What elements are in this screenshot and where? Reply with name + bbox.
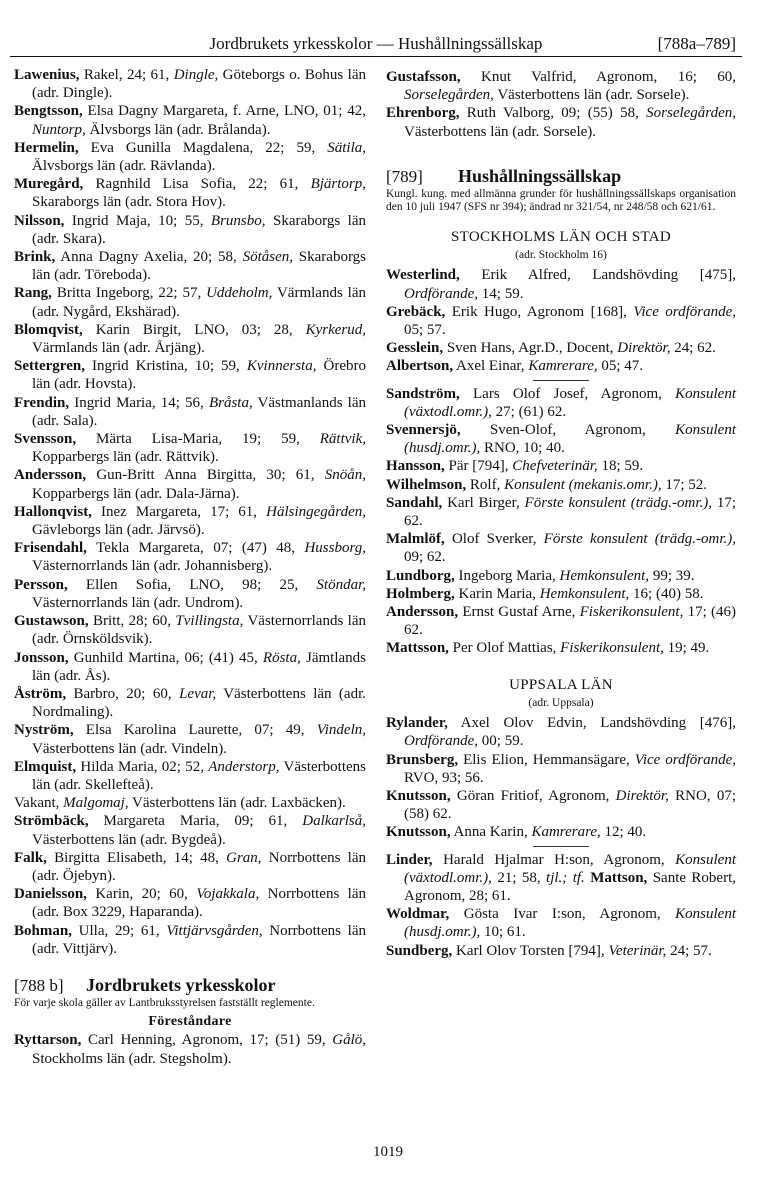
county-address: (adr. Stockholm 16) <box>515 249 607 262</box>
list-item: Vakant, Malgomaj, Västerbottens län (adr. Laxbäcken). <box>14 795 346 812</box>
divider <box>533 380 589 381</box>
list-item: Brunsberg, Elis Elion, Hemmansägare, Vice ordförande, RVO, 93; 56. <box>386 751 737 786</box>
section-number: [788 b] <box>14 975 64 995</box>
list-item: Hermelin, Eva Gunilla Magdalena, 22; 59, Sätila, Älvsborgs län (adr. Rävlanda). <box>14 139 366 175</box>
list-item: Gustafsson, Knut Valfrid, Agronom, 16; 60, Sorselegården, Västerbottens län (adr. Sorsele). <box>386 69 736 104</box>
list-item: Gesslein, Sven Hans, Agr.D., Docent, Direktör, 24; 62. <box>386 340 716 357</box>
list-item: Danielsson, Karin, 20; 60, Vojakkala, Norrbottens län (adr. Box 3229, Haparanda). <box>14 886 366 921</box>
uppsala-staff-list <box>386 905 736 960</box>
list-item: Malmlöf, Olof Sverker, Förste konsulent (trädg.-omr.), 09; 62. <box>386 531 736 566</box>
uppsala-board-list <box>386 714 736 841</box>
page-number: 1019 <box>373 1144 403 1160</box>
list-item: Westerlind, Erik Alfred, Landshövding [475], Ordförande, 14; 59. <box>386 267 736 302</box>
list-item: Bohman, Ulla, 29; 61, Vittjärvsgården, Norrbottens län (adr. Vittjärv). <box>14 922 366 957</box>
list-item: Hansson, Pär [794], Chefveterinär, 18; 59. <box>386 458 644 475</box>
list-item: Frendin, Ingrid Maria, 14; 56, Bråsta, Västmanlands län (adr. Sala). <box>14 394 366 429</box>
list-item: Andersson, Gun-Britt Anna Birgitta, 30; 61, Snöån, Kopparbergs län (adr. Dala-Järna). <box>14 467 366 502</box>
list-item: Rang, Britta Ingeborg, 22; 57, Uddeholm, Värmlands län (adr. Nygård, Ekshärad). <box>14 285 366 320</box>
list-item: Muregård, Ragnhild Lisa Sofia, 22; 61, Bjärtorp, Skaraborgs län (adr. Stora Hov). <box>14 176 366 211</box>
list-item: Elmquist, Hilda Maria, 02; 52, Anderstorp, Västerbottens län (adr. Skellefteå). <box>14 758 366 793</box>
list-item: Nyström, Elsa Karolina Laurette, 07; 49, Vindeln, Västerbottens län (adr. Vindeln). <box>14 722 366 757</box>
left-column <box>14 66 366 1068</box>
list-item: Mattsson, Per Olof Mattias, Fiskerikonsulent, 19; 49. <box>386 640 710 657</box>
list-item: Jonsson, Gunhild Martina, 06; (41) 45, Rösta, Jämtlands län (adr. Ås). <box>14 649 367 684</box>
stockholm-board-list <box>386 266 736 375</box>
list-item: Strömbäck, Margareta Maria, 09; 61, Dalkarlså, Västerbottens län (adr. Bygdeå). <box>14 813 366 848</box>
section-789-heading <box>386 167 736 186</box>
list-item: Knutsson, Göran Fritiof, Agronom, Direktör, RNO, 07; (58) 62. <box>386 787 736 823</box>
list-item: Grebäck, Erik Hugo, Agronom [168], Vice ordförande, 05; 57. <box>386 303 736 339</box>
section-number: [789] <box>386 166 423 186</box>
list-item: Linder, Harald Hjalmar H:son, Agronom, Konsulent (växtodl.omr.), 21; 58, tjl.; tf. Mattson, Sante Robert, Agronom, 28; 61. <box>386 851 736 904</box>
list-item: Sundberg, Karl Olov Torsten [794], Veterinär, 24; 57. <box>386 942 712 959</box>
list-item: Knutsson, Anna Karin, Kamrerare, 12; 40. <box>386 824 647 841</box>
list-item: Gustawson, Britt, 28; 60, Tvillingsta, Västernorrlands län (adr. Örnsköldsvik). <box>14 613 367 648</box>
list-item: Lawenius, Rakel, 24; 61, Dingle, Göteborgs o. Bohus län (adr. Dingle). <box>14 67 366 102</box>
running-header <box>10 30 742 57</box>
list-item: Ehrenborg, Ruth Valborg, 09; (55) 58, Sorselegården, Västerbottens län (adr. Sorsele). <box>386 105 736 140</box>
list-item: Albertson, Axel Einar, Kamrerare, 05; 47. <box>386 358 644 375</box>
subheading-forestandare: Föreståndare <box>148 1014 232 1030</box>
list-item: Holmberg, Karin Maria, Hemkonsulent, 16; (40) 58. <box>386 585 704 602</box>
list-item: Falk, Birgitta Elisabeth, 14; 48, Gran, Norrbottens län (adr. Öjebyn). <box>14 849 367 884</box>
list-item: Frisendahl, Tekla Margareta, 07; (47) 48, Hussborg, Västernorrlands län (adr. Johannisberg). <box>14 540 366 575</box>
list-item: Woldmar, Gösta Ivar I:son, Agronom, Konsulent (husdj.omr.), 10; 61. <box>386 906 736 941</box>
list-item: Ryttarson, Carl Henning, Agronom, 17; (51) 59, Gålö, Stockholms län (adr. Stegsholm). <box>14 1032 366 1067</box>
divider <box>533 846 589 847</box>
list-item: Settergren, Ingrid Kristina, 10; 59, Kvinnersta, Örebro län (adr. Hovsta). <box>14 358 367 393</box>
section-title: Jordbrukets yrkesskolor <box>86 974 276 995</box>
section-note: Kungl. kung. med allmänna grunder för hushållningssällskaps organisation den 10 juli 1947 (SFS nr 394); ändrad nr 321/54, nr 248/58 och 621/61. <box>386 188 736 214</box>
list-item: Wilhelmson, Rolf, Konsulent (mekanis.omr.), 17; 52. <box>386 476 707 493</box>
county-heading-uppsala: UPPSALA LÄN <box>509 676 613 693</box>
stockholm-staff-list <box>386 385 736 658</box>
list-item: Sandström, Lars Olof Josef, Agronom, Konsulent (växtodl.omr.), 27; (61) 62. <box>386 385 736 420</box>
list-item: Sandahl, Karl Birger, Förste konsulent (trädg.-omr.), 17; 62. <box>386 494 736 530</box>
list-item: Blomqvist, Karin Birgit, LNO, 03; 28, Kyrkerud, Värmlands län (adr. Årjäng). <box>14 321 366 357</box>
list-item: Rylander, Axel Olov Edvin, Landshövding [476], Ordförande, 00; 59. <box>386 715 736 750</box>
list-item: Bengtsson, Elsa Dagny Margareta, f. Arne, LNO, 01; 42, Nuntorp, Älvsborgs län (adr. Brålanda). <box>14 103 366 138</box>
county-address: (adr. Uppsala) <box>528 696 594 709</box>
right-column <box>386 68 736 960</box>
header-page-range: [788a–789] <box>657 34 736 53</box>
list-item: Hallonqvist, Inez Margareta, 17; 61, Hälsingegården, Gävleborgs län (adr. Järvsö). <box>14 503 366 539</box>
list-item: Brink, Anna Dagny Axelia, 20; 58, Sötåsen, Skaraborgs län (adr. Töreboda). <box>14 249 367 284</box>
section-title: Hushållningssällskap <box>458 165 622 186</box>
list-item: Lundborg, Ingeborg Maria, Hemkonsulent, 99; 39. <box>386 567 695 584</box>
list-item: Svensson, Märta Lisa-Maria, 19; 59, Rättvik, Kopparbergs län (adr. Rättvik). <box>14 431 366 466</box>
section-788b-heading <box>14 976 366 995</box>
county-heading-stockholm: STOCKHOLMS LÄN OCH STAD <box>450 229 672 246</box>
header-title: Jordbrukets yrkesskolor — Hushållningssällskap <box>209 34 543 53</box>
list-item: Svennersjö, Sven-Olof, Agronom, Konsulent (husdj.omr.), RNO, 10; 40. <box>386 422 736 457</box>
staff-list-788a <box>14 66 366 958</box>
list-item: Andersson, Ernst Gustaf Arne, Fiskerikonsulent, 17; (46) 62. <box>386 604 736 639</box>
list-item: Åström, Barbro, 20; 60, Levar, Västerbottens län (adr. Nordmaling). <box>14 685 366 721</box>
list-item: Persson, Ellen Sofia, LNO, 98; 25, Stöndar, Västernorrlands län (adr. Undrom). <box>14 576 366 611</box>
list-item: Nilsson, Ingrid Maja, 10; 55, Brunsbo, Skaraborgs län (adr. Skara). <box>14 212 366 247</box>
section-note: För varje skola gäller av Lantbruksstyrelsen fastställt reglemente. <box>14 997 315 1010</box>
